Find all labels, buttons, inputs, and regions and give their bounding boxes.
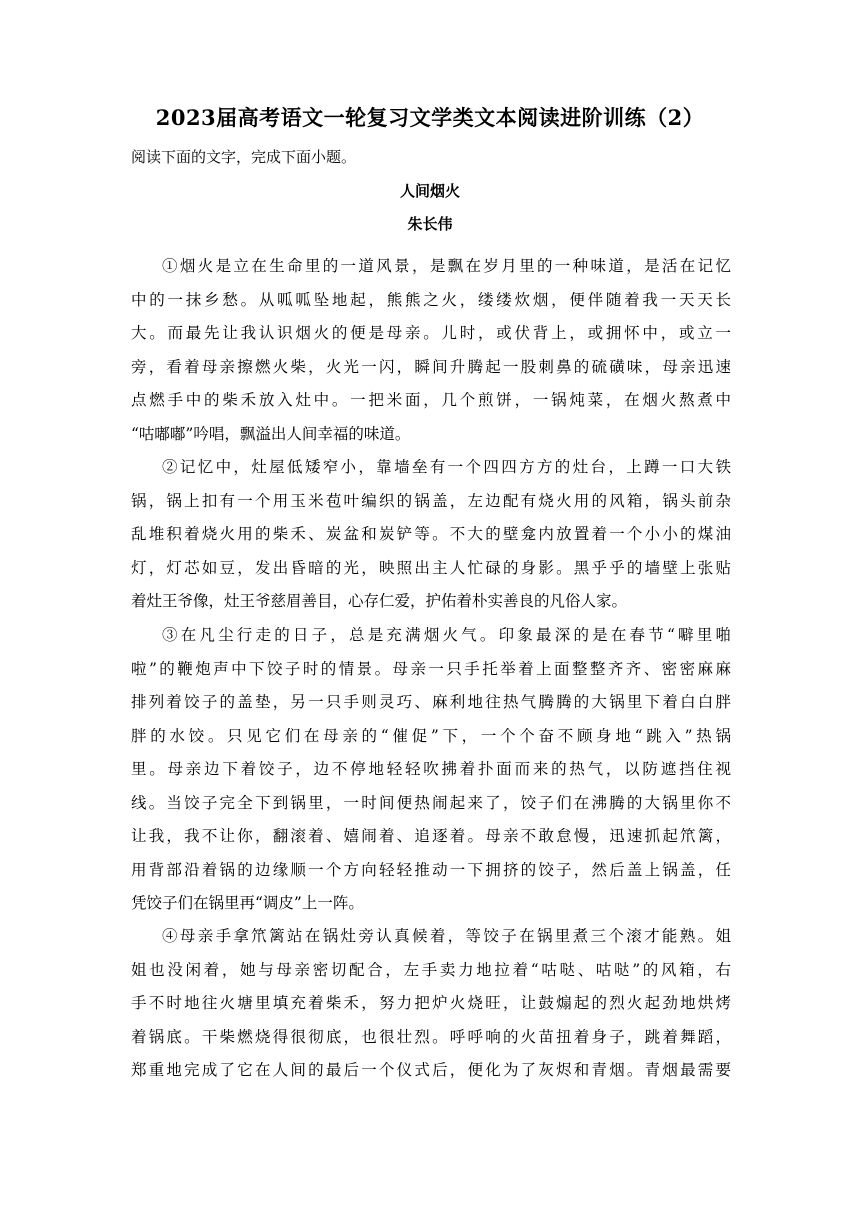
paragraph-line: ①烟火是立在生命里的一道风景，是飘在岁月里的一种味道，是活在记忆 bbox=[162, 257, 731, 275]
paragraph-line: 着灶王爷像，灶王爷慈眉善目，心存仁爱，护佑着朴实善良的凡俗人家。 bbox=[131, 592, 628, 610]
paragraph-line: 手不时地往火塘里填充着柴禾，努力把炉火烧旺，让鼓煽起的烈火起劲地烘烤 bbox=[131, 994, 731, 1012]
paragraph-3 bbox=[131, 619, 731, 921]
paragraph-line: 里。母亲边下着饺子，边不停地轻轻吹拂着扑面而来的热气，以防遮挡住视 bbox=[131, 760, 731, 778]
document-title: 2023届高考语文一轮复习文学类文本阅读进阶训练（2） bbox=[155, 105, 705, 130]
paragraph-line: 啦”的鞭炮声中下饺子时的情景。母亲一只手托举着上面整整齐齐、密密麻麻 bbox=[131, 659, 731, 678]
paragraph-line: 锅，锅上扣有一个用玉米苞叶编织的锅盖，左边配有烧火用的风箱，锅头前杂 bbox=[131, 491, 731, 510]
paragraph-line: 郑重地完成了它在人间的最后一个仪式后，便化为了灰烬和青烟。青烟最需要 bbox=[131, 1061, 731, 1079]
article-author: 朱长伟 bbox=[407, 215, 453, 233]
paragraph-line: 旁，看着母亲擦燃火柴，火光一闪，瞬间升腾起一股刺鼻的硫磺味，母亲迅速 bbox=[131, 357, 731, 376]
paragraph-line: 中的一抹乡愁。从呱呱坠地起，熊熊之火，缕缕炊烟，便伴随着我一天天长 bbox=[131, 290, 731, 309]
paragraph-line: “咕嘟嘟”吟唱，飘溢出人间幸福的味道。 bbox=[131, 424, 411, 443]
paragraph-4 bbox=[131, 920, 731, 1088]
paragraph-line: 点燃手中的柴禾放入灶中。一把米面，几个煎饼，一锅炖菜，在烟火熬煮中 bbox=[131, 391, 731, 409]
paragraph-line: ③在凡尘行走的日子，总是充满烟火气。印象最深的是在春节“噼里啪 bbox=[162, 626, 731, 644]
paragraph-line: 胖的水饺。只见它们在母亲的“催促”下，一个个奋不顾身地“跳入”热锅 bbox=[131, 726, 731, 745]
paragraph-line: 大。而最先让我认识烟火的便是母亲。儿时，或伏背上，或拥怀中，或立一 bbox=[131, 324, 731, 342]
paragraph-line: 排列着饺子的盖垫，另一只手则灵巧、麻利地往热气腾腾的大锅里下着白白胖 bbox=[131, 693, 731, 711]
paragraph-line: ②记忆中，灶屋低矮窄小，靠墙垒有一个四四方方的灶台，上蹲一口大铁 bbox=[162, 458, 731, 476]
paragraph-line: 灯，灯芯如豆，发出昏暗的光，映照出主人忙碌的身影。黑乎乎的墙壁上张贴 bbox=[131, 558, 731, 577]
paragraph-line: 着锅底。干柴燃烧得很彻底，也很壮烈。呼呼响的火苗扭着身子，跳着舞蹈， bbox=[131, 1027, 731, 1046]
paragraph-2 bbox=[131, 451, 731, 619]
paragraph-line: 姐也没闲着，她与母亲密切配合，左手卖力地拉着“咕哒、咕哒”的风箱，右 bbox=[131, 960, 731, 979]
paragraph-line: 线。当饺子完全下到锅里，一时间便热闹起来了，饺子们在沸腾的大锅里你不 bbox=[131, 793, 731, 812]
paragraph-line: 用背部沿着锅的边缘顺一个方向轻轻推动一下拥挤的饺子，然后盖上锅盖，任 bbox=[131, 860, 731, 879]
article-title: 人间烟火 bbox=[399, 182, 460, 200]
paragraph-line: 乱堆积着烧火用的柴禾、炭盆和炭铲等。不大的壁龛内放置着一个小小的煤油 bbox=[131, 525, 731, 543]
reading-instruction: 阅读下面的文字，完成下面小题。 bbox=[131, 148, 357, 166]
paragraph-line: 让我，我不让你，翻滚着、嬉闹着、追逐着。母亲不敢怠慢，迅速抓起笊篱， bbox=[131, 827, 731, 845]
paragraph-line: ④母亲手拿笊篱站在锅灶旁认真候着，等饺子在锅里煮三个滚才能熟。姐 bbox=[162, 927, 731, 945]
paragraph-1 bbox=[131, 250, 731, 451]
paragraph-line: 凭饺子们在锅里再“调皮”上一阵。 bbox=[131, 894, 364, 912]
